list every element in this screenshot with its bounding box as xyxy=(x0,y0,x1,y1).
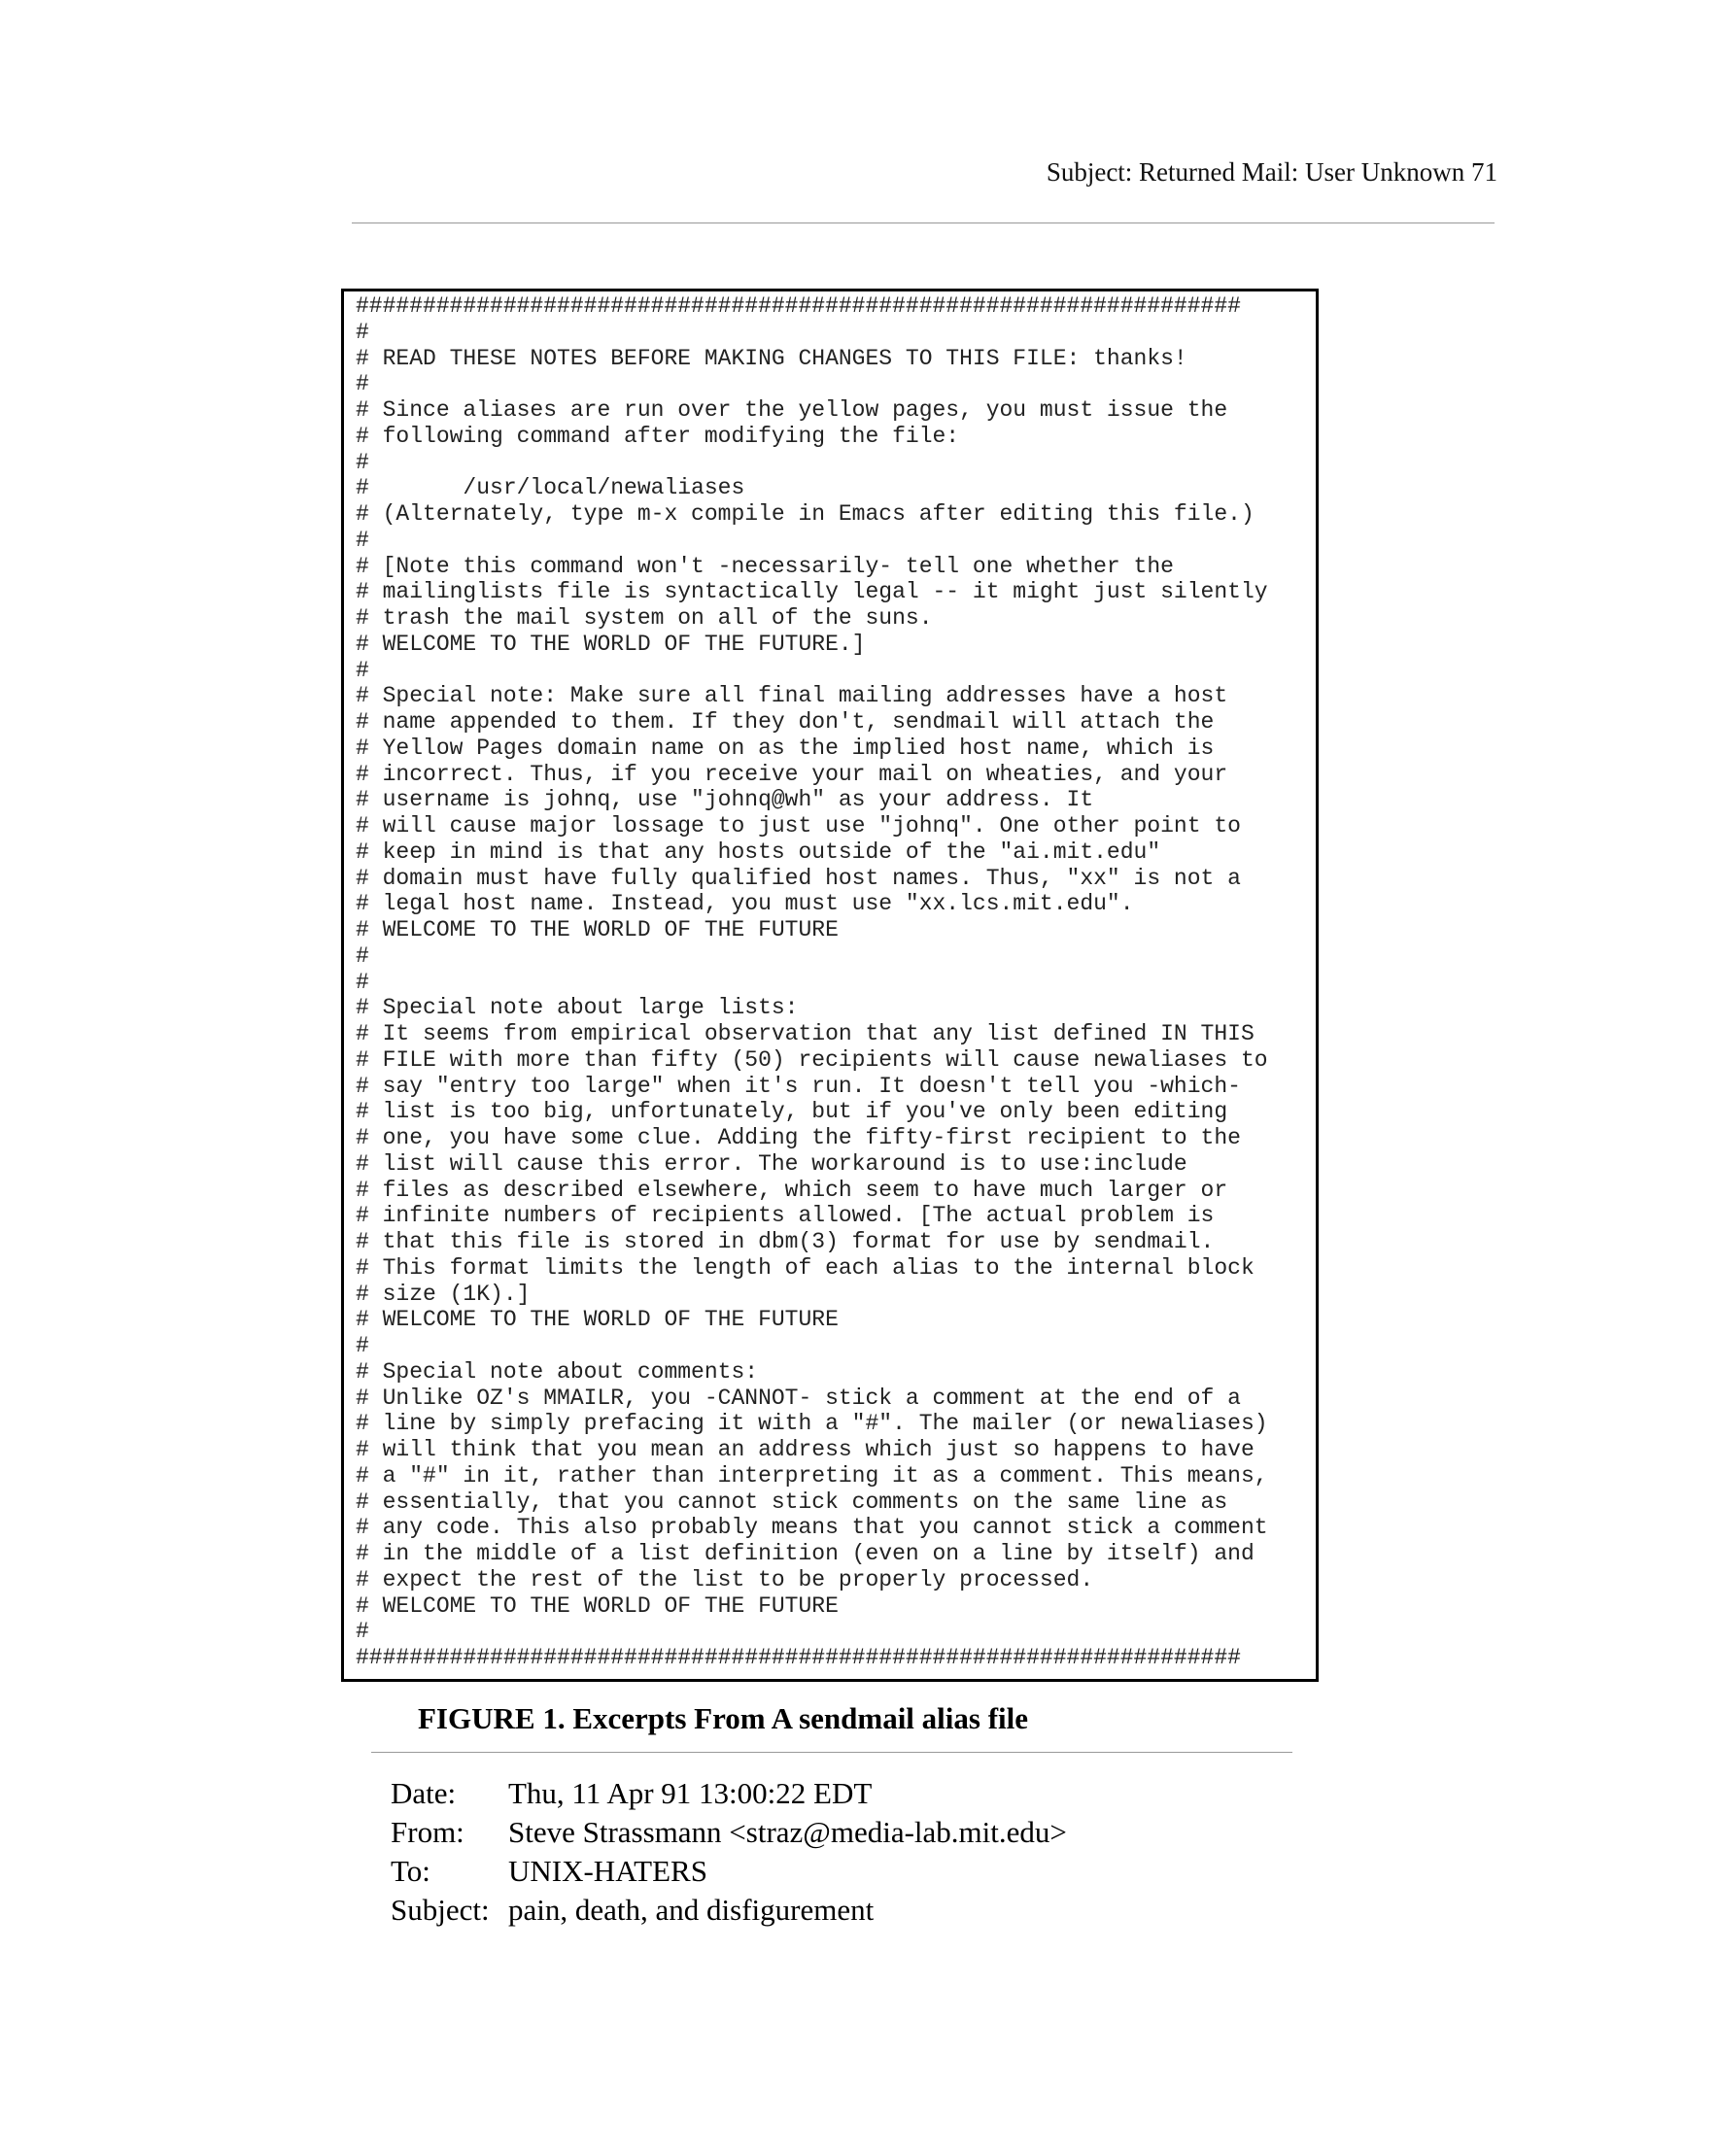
code-line: # Special note about large lists: xyxy=(356,995,799,1021)
code-line: # size (1K).] xyxy=(356,1281,531,1307)
code-line: # FILE with more than fifty (50) recipients will cause newaliases to xyxy=(356,1046,1268,1073)
code-line: # trash the mail system on all of the suns. xyxy=(356,605,933,631)
code-line: # xyxy=(356,657,369,683)
code-line: # Special note: Make sure all final mailing addresses have a host xyxy=(356,683,1228,709)
code-line: ################################################################## xyxy=(356,293,1241,319)
code-line: # list will cause this error. The workaround is to use:include xyxy=(356,1150,1187,1177)
code-line: # Special note about comments: xyxy=(356,1358,759,1385)
header-key: Date: xyxy=(391,1776,457,1810)
header-value: UNIX-HATERS xyxy=(508,1854,707,1888)
code-line: # WELCOME TO THE WORLD OF THE FUTURE xyxy=(356,917,839,942)
header-row-from xyxy=(391,1813,1067,1852)
code-line: # xyxy=(356,969,369,995)
code-line: # username is johnq, use "johnq@wh" as your address. It xyxy=(356,787,1094,813)
code-line: # Yellow Pages domain name on as the implied host name, which is xyxy=(356,735,1215,761)
code-line: # expect the rest of the list to be properly processed. xyxy=(356,1566,1094,1592)
header-row-to xyxy=(391,1852,1067,1891)
code-line: # any code. This also probably means that you cannot stick a comment xyxy=(356,1515,1268,1541)
code-line: # list is too big, unfortunately, but if you've only been editing xyxy=(356,1099,1228,1125)
code-line: # following command after modifying the file: xyxy=(356,423,960,449)
header-value: pain, death, and disfigurement xyxy=(508,1893,875,1927)
caption-rule xyxy=(371,1752,1292,1753)
code-line: # (Alternately, type m-x compile in Emacs after editing this file.) xyxy=(356,501,1255,527)
code-line: # domain must have fully qualified host names. Thus, "xx" is not a xyxy=(356,865,1241,891)
code-line: # Unlike OZ's MMAILR, you -CANNOT- stick a comment at the end of a xyxy=(356,1385,1241,1411)
code-line: # legal host name. Instead, you must use "xx.lcs.mit.edu". xyxy=(356,891,1134,917)
code-line: # will think that you mean an address which just so happens to have xyxy=(356,1437,1255,1462)
alias-file-listing xyxy=(356,293,1312,1671)
code-line: # This format limits the length of each alias to the internal block xyxy=(356,1254,1255,1281)
code-line: # files as described elsewhere, which seem to have much larger or xyxy=(356,1177,1228,1203)
header-value: Steve Strassmann <straz@media-lab.mit.edu> xyxy=(508,1815,1067,1849)
code-line: # xyxy=(356,942,369,969)
code-line: # xyxy=(356,527,369,553)
code-line: # xyxy=(356,1333,369,1358)
code-line: # It seems from empirical observation that any list defined IN THIS xyxy=(356,1021,1255,1046)
code-line: # will cause major lossage to just use "johnq". One other point to xyxy=(356,813,1241,838)
code-line: # xyxy=(356,1619,369,1645)
code-line: # a "#" in it, rather than interpreting it as a comment. This means, xyxy=(356,1462,1268,1489)
code-line: # mailinglists file is syntactically legal -- it might just silently xyxy=(356,579,1268,605)
code-line: # [Note this command won't -necessarily- tell one whether the xyxy=(356,553,1174,579)
header-row-subject xyxy=(391,1891,1067,1930)
code-line: ################################################################## xyxy=(356,1645,1241,1670)
header-key: From: xyxy=(391,1815,464,1849)
code-line: # xyxy=(356,371,369,397)
code-line: # READ THESE NOTES BEFORE MAKING CHANGES TO THIS FILE: thanks! xyxy=(356,345,1187,371)
header-key: To: xyxy=(391,1854,430,1888)
code-line: # /usr/local/newaliases xyxy=(356,475,745,501)
code-line: # WELCOME TO THE WORLD OF THE FUTURE.] xyxy=(356,631,866,657)
code-line: # xyxy=(356,319,369,345)
figure-caption: FIGURE 1. Excerpts From A sendmail alias file xyxy=(418,1701,1029,1735)
figure-code-box xyxy=(341,289,1319,1682)
header-value: Thu, 11 Apr 91 13:00:22 EDT xyxy=(508,1776,873,1810)
header-rule xyxy=(352,222,1495,223)
code-line: # line by simply prefacing it with a "#". The mailer (or newaliases) xyxy=(356,1411,1268,1437)
code-line: # that this file is stored in dbm(3) format for use by sendmail. xyxy=(356,1229,1215,1254)
code-line: # WELCOME TO THE WORLD OF THE FUTURE xyxy=(356,1592,839,1619)
code-line: # name appended to them. If they don't, sendmail will attach the xyxy=(356,709,1215,735)
code-line: # xyxy=(356,449,369,475)
running-header: Subject: Returned Mail: User Unknown 71 xyxy=(1046,157,1497,187)
code-line: # incorrect. Thus, if you receive your mail on wheaties, and your xyxy=(356,761,1228,787)
code-line: # keep in mind is that any hosts outside of the "ai.mit.edu" xyxy=(356,838,1161,865)
header-row-date xyxy=(391,1774,1067,1813)
code-line: # WELCOME TO THE WORLD OF THE FUTURE xyxy=(356,1307,839,1333)
code-line: # Since aliases are run over the yellow pages, you must issue the xyxy=(356,397,1228,423)
code-line: # one, you have some clue. Adding the fifty-first recipient to the xyxy=(356,1125,1241,1150)
code-line: # in the middle of a list definition (even on a line by itself) and xyxy=(356,1541,1255,1566)
code-line: # essentially, that you cannot stick comments on the same line as xyxy=(356,1489,1228,1515)
header-key: Subject: xyxy=(391,1893,490,1927)
code-line: # say "entry too large" when it's run. It doesn't tell you -which- xyxy=(356,1073,1241,1099)
email-headers xyxy=(391,1774,1067,1930)
code-line: # infinite numbers of recipients allowed. [The actual problem is xyxy=(356,1203,1215,1229)
